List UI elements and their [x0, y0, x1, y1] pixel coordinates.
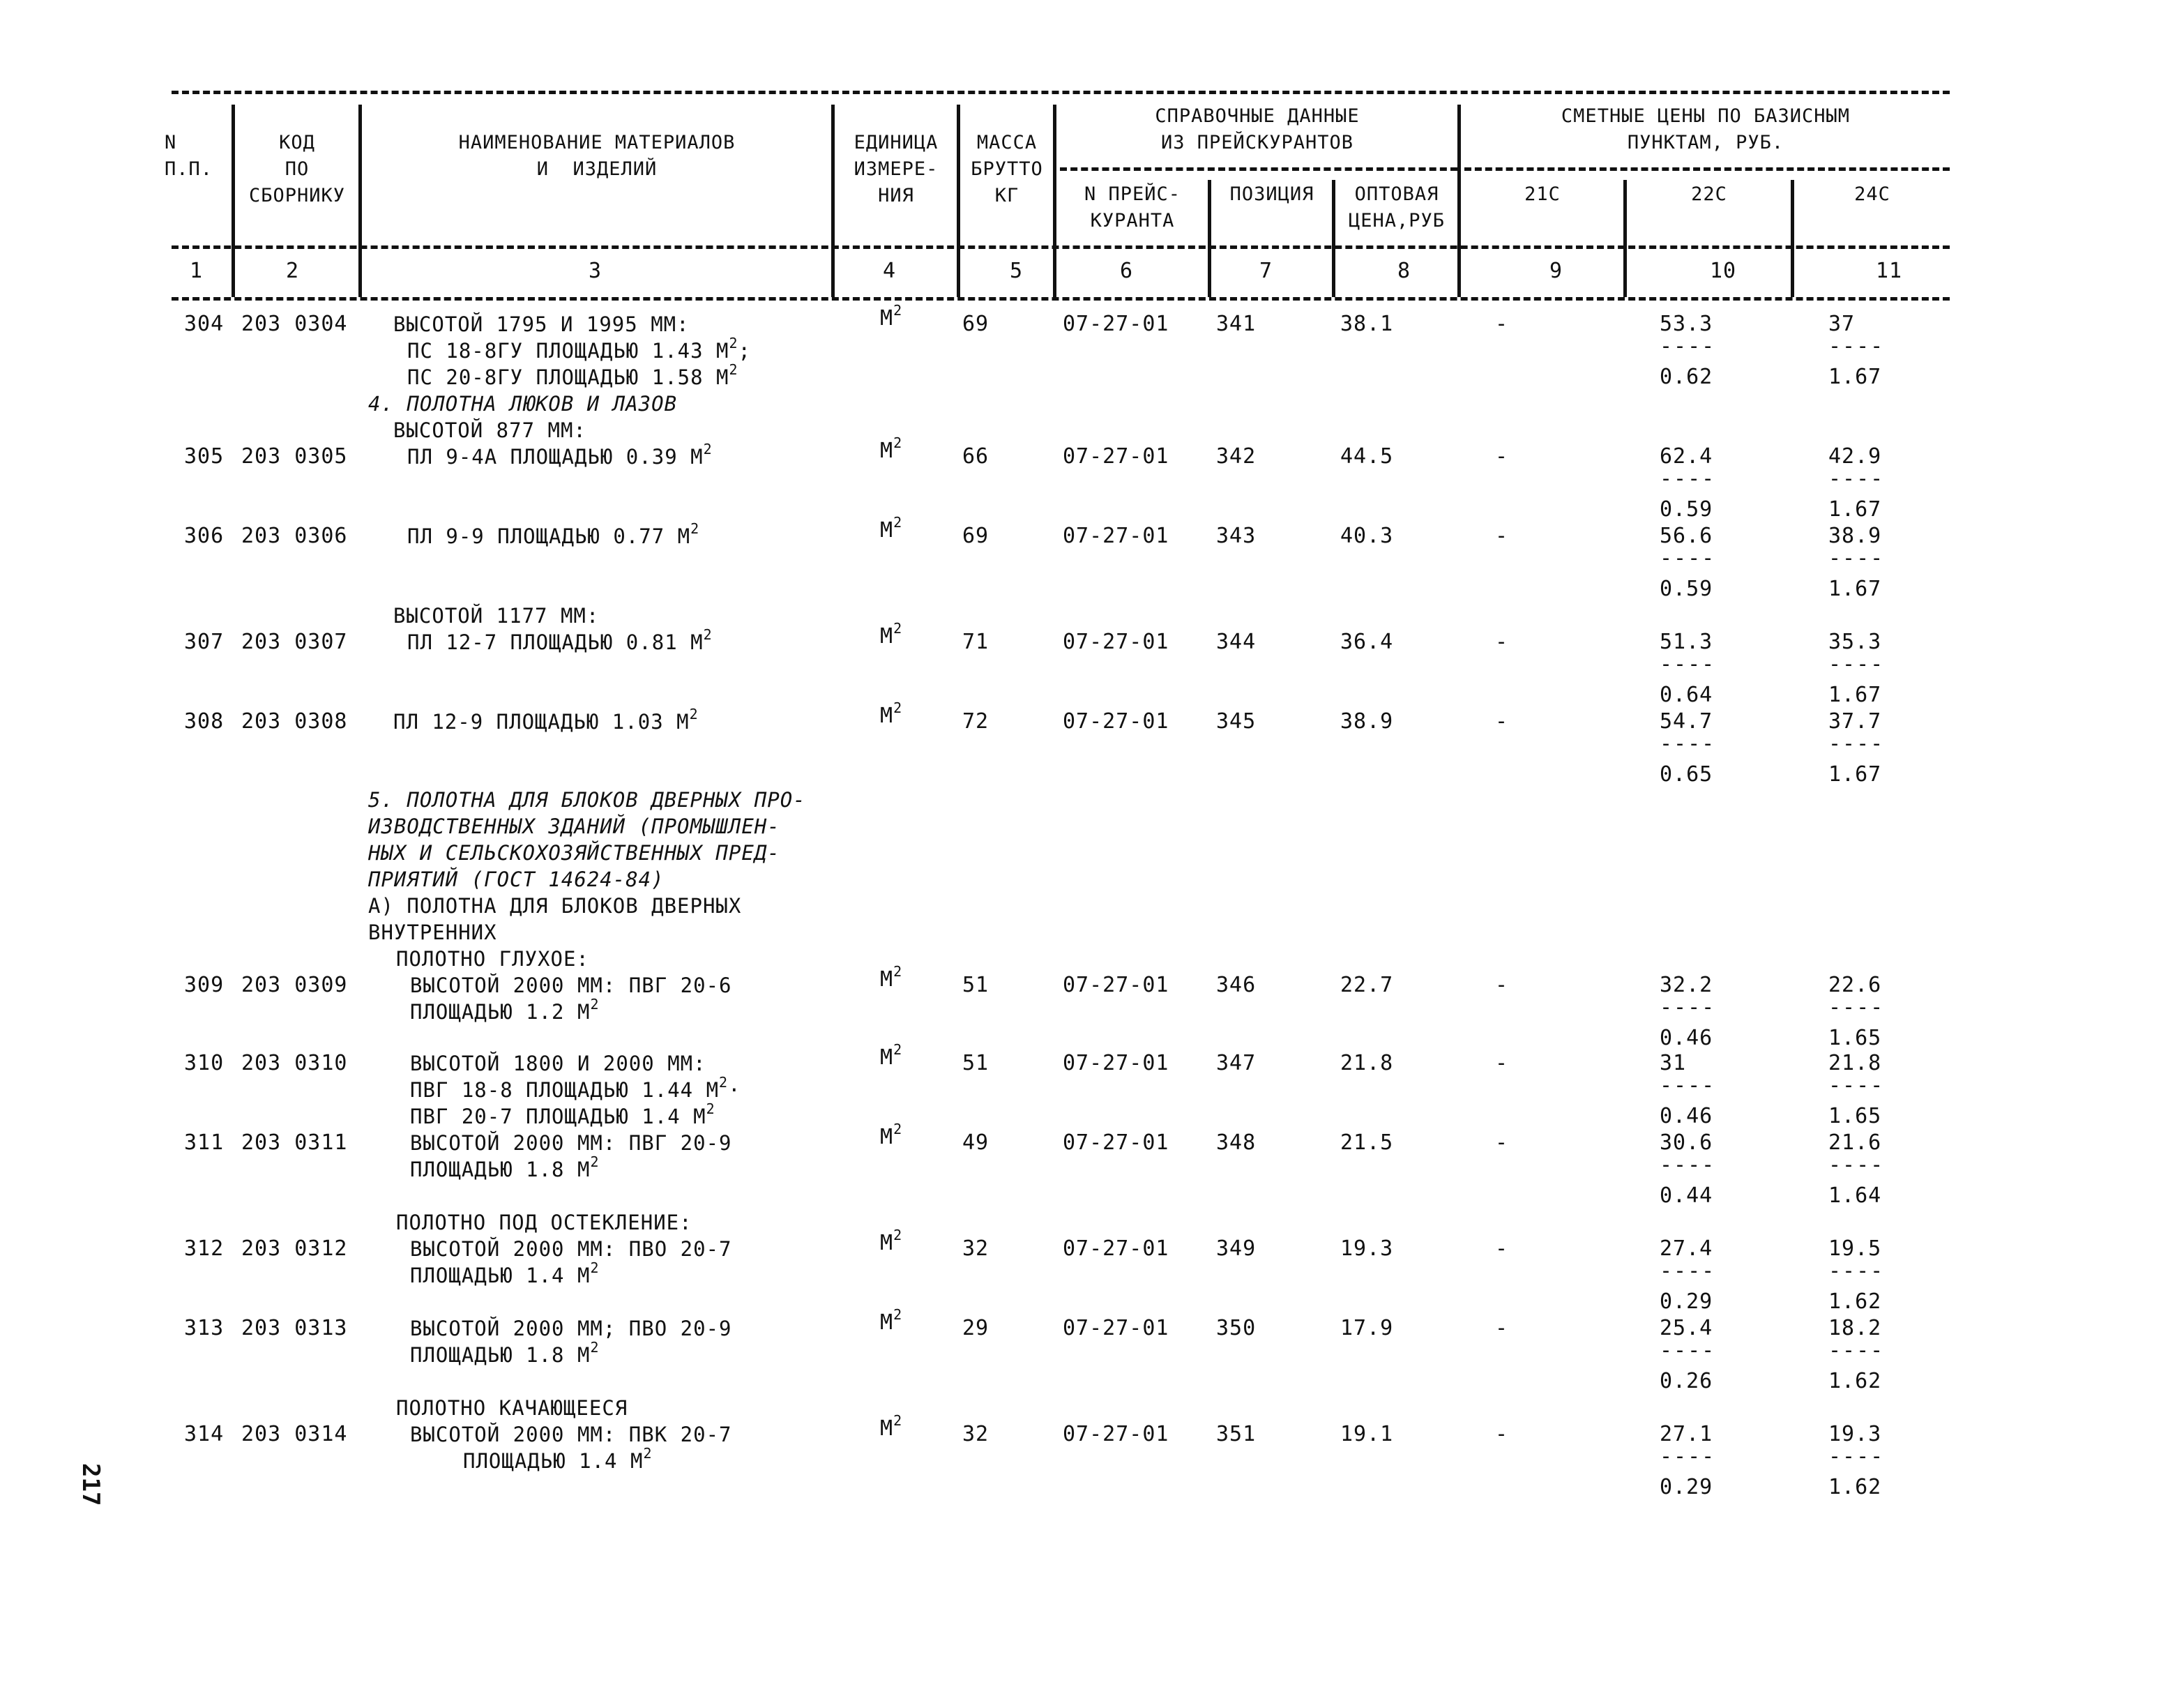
price-21c: -: [1495, 709, 1509, 734]
fraction-bar: ----: [1660, 546, 1716, 570]
row-code: 203 0304: [241, 312, 348, 336]
header-separator: [831, 105, 835, 297]
row-code: 203 0311: [241, 1130, 348, 1155]
mass-value: 51: [962, 973, 989, 997]
position-value: 347: [1216, 1051, 1257, 1075]
row-code: 203 0313: [241, 1316, 348, 1340]
fraction-bar: ----: [1660, 1259, 1716, 1283]
row-code: 203 0305: [241, 444, 348, 469]
price-22c-bottom: 0.46: [1660, 1104, 1713, 1128]
table-top-rule: [172, 91, 1950, 94]
row-code: 203 0310: [241, 1051, 348, 1075]
material-name-line: ПВГ 20-7 ПЛОЩАДЬЮ 1.4 $М^2$: [410, 1100, 715, 1128]
header-mass: МАССА БРУТТО КГ: [971, 132, 1043, 206]
price-21c: -: [1495, 444, 1509, 469]
material-name-line: ВЫСОТОЙ 2000 ММ: ПВК 20-7: [410, 1423, 732, 1446]
position-value: 343: [1216, 524, 1257, 548]
price-24c-top: 21.6: [1828, 1130, 1882, 1155]
material-name-line: ВЫСОТОЙ 1800 И 2000 ММ:: [410, 1052, 706, 1075]
mass-value: 32: [962, 1236, 989, 1261]
material-name-line: ПОЛОТНО КАЧАЮЩЕЕСЯ: [396, 1396, 628, 1420]
mass-value: 71: [962, 630, 989, 654]
column-numbers-rule: [172, 297, 1950, 301]
material-name-line: ПС 20-8ГУ ПЛОЩАДЬЮ 1.58 $М^2$: [407, 361, 738, 389]
header-separator: [232, 105, 235, 297]
position-value: 344: [1216, 630, 1257, 654]
material-name-line: ВЫСОТОЙ 2000 ММ; ПВО 20-9: [410, 1317, 732, 1340]
price-22c-top: 51.3: [1660, 630, 1713, 654]
price-22c-bottom: 0.26: [1660, 1369, 1713, 1393]
row-number: 305: [184, 444, 225, 469]
price-22c-top: 62.4: [1660, 444, 1713, 469]
material-name-line: ВЫСОТОЙ 877 ММ:: [393, 418, 586, 442]
header-separator: [358, 105, 362, 297]
pricelist-number: 07-27-01: [1063, 524, 1169, 548]
fraction-bar: ----: [1660, 467, 1716, 491]
price-24c-bottom: 1.62: [1828, 1369, 1882, 1393]
price-24c-bottom: 1.65: [1828, 1104, 1882, 1128]
price-22c-bottom: 0.64: [1660, 683, 1713, 707]
price-21c: -: [1495, 1051, 1509, 1075]
section-heading: НЫХ И СЕЛЬСКОХОЗЯЙСТВЕННЫХ ПРЕД-: [368, 841, 780, 865]
material-name-line: ВЫСОТОЙ 2000 ММ: ПВО 20-7: [410, 1237, 732, 1261]
position-value: 350: [1216, 1316, 1257, 1340]
wholesale-price: 19.1: [1340, 1422, 1394, 1446]
price-24c-top: 19.3: [1828, 1422, 1882, 1446]
fraction-bar: ----: [1828, 1444, 1885, 1469]
fraction-bar: ----: [1828, 1338, 1885, 1363]
row-number: 311: [184, 1130, 225, 1155]
unit-value: $М^2$: [880, 434, 903, 463]
wholesale-price: 44.5: [1340, 444, 1394, 469]
wholesale-price: 36.4: [1340, 630, 1394, 654]
material-name-line: ПОЛОТНО ПОД ОСТЕКЛЕНИЕ:: [396, 1211, 692, 1234]
column-number: 8: [1397, 259, 1411, 283]
price-22c-top: 56.6: [1660, 524, 1713, 548]
price-22c-top: 53.3: [1660, 312, 1713, 336]
price-24c-bottom: 1.65: [1828, 1026, 1882, 1050]
header-reference-data: СПРАВОЧНЫЕ ДАННЫЕ ИЗ ПРЕЙСКУРАНТОВ: [1155, 105, 1360, 153]
header-separator: [1457, 105, 1461, 297]
row-number: 310: [184, 1051, 225, 1075]
section-heading: 5. ПОЛОТНА ДЛЯ БЛОКОВ ДВЕРНЫХ ПРО-: [368, 788, 806, 812]
price-24c-bottom: 1.62: [1828, 1289, 1882, 1314]
price-24c-top: 21.8: [1828, 1051, 1882, 1075]
pricelist-number: 07-27-01: [1063, 444, 1169, 469]
unit-value: $М^2$: [880, 1041, 903, 1070]
pricelist-number: 07-27-01: [1063, 630, 1169, 654]
header-bottom-rule: [172, 245, 1950, 249]
price-21c: -: [1495, 524, 1509, 548]
material-name-line: ПЛОЩАДЬЮ 1.4 $М^2$: [463, 1445, 653, 1473]
wholesale-price: 38.1: [1340, 312, 1394, 336]
price-22c-top: 27.1: [1660, 1422, 1713, 1446]
row-number: 309: [184, 973, 225, 997]
price-22c-top: 32.2: [1660, 973, 1713, 997]
pricelist-number: 07-27-01: [1063, 1236, 1169, 1261]
price-22c-bottom: 0.65: [1660, 762, 1713, 787]
wholesale-price: 22.7: [1340, 973, 1394, 997]
price-22c-top: 54.7: [1660, 709, 1713, 734]
pricelist-number: 07-27-01: [1063, 1051, 1169, 1075]
price-24c-top: 37: [1828, 312, 1856, 336]
mass-value: 69: [962, 524, 989, 548]
column-number: 5: [1010, 259, 1024, 283]
material-name-line: ПЛОЩАДЬЮ 1.8 $М^2$: [410, 1153, 600, 1181]
column-number: 4: [883, 259, 897, 283]
position-value: 345: [1216, 709, 1257, 734]
price-22c-top: 31: [1660, 1051, 1687, 1075]
fraction-bar: ----: [1828, 546, 1885, 570]
material-name-line: ПЛОЩАДЬЮ 1.4 $М^2$: [410, 1259, 600, 1287]
fraction-bar: ----: [1828, 467, 1885, 491]
unit-value: $М^2$: [880, 620, 903, 649]
header-separator: [957, 105, 960, 297]
position-value: 351: [1216, 1422, 1257, 1446]
header-separator: [1332, 180, 1335, 297]
price-24c-top: 37.7: [1828, 709, 1882, 734]
price-22c-bottom: 0.59: [1660, 577, 1713, 601]
page-number: 217: [77, 1463, 105, 1506]
material-name-line: ПЛОЩАДЬЮ 1.8 $М^2$: [410, 1339, 600, 1367]
position-value: 348: [1216, 1130, 1257, 1155]
mass-value: 49: [962, 1130, 989, 1155]
price-22c-bottom: 0.44: [1660, 1183, 1713, 1208]
material-name-line: ВЫСОТОЙ 1795 И 1995 ММ:: [393, 312, 690, 336]
unit-value: $М^2$: [880, 1412, 903, 1441]
section-heading: ПРИЯТИЙ (ГОСТ 14624-84): [368, 868, 665, 891]
row-number: 308: [184, 709, 225, 734]
section-heading: 4. ПОЛОТНА ЛЮКОВ И ЛАЗОВ: [368, 392, 678, 416]
fraction-bar: ----: [1660, 1338, 1716, 1363]
row-number: 304: [184, 312, 225, 336]
pricelist-number: 07-27-01: [1063, 973, 1169, 997]
wholesale-price: 38.9: [1340, 709, 1394, 734]
unit-value: $М^2$: [880, 699, 903, 728]
price-24c-top: 22.6: [1828, 973, 1882, 997]
pricelist-number: 07-27-01: [1063, 312, 1169, 336]
price-24c-top: 42.9: [1828, 444, 1882, 469]
wholesale-price: 19.3: [1340, 1236, 1394, 1261]
material-name-line: А) ПОЛОТНА ДЛЯ БЛОКОВ ДВЕРНЫХ: [368, 894, 742, 918]
price-24c-top: 38.9: [1828, 524, 1882, 548]
row-code: 203 0309: [241, 973, 348, 997]
price-21c: -: [1495, 1422, 1509, 1446]
price-24c-bottom: 1.67: [1828, 497, 1882, 522]
price-22c-top: 25.4: [1660, 1316, 1713, 1340]
header-wholesale-price: ОПТОВАЯ ЦЕНА,РУБ: [1348, 183, 1446, 232]
material-name-line: ПЛОЩАДЬЮ 1.2 $М^2$: [410, 996, 600, 1024]
column-number: 10: [1710, 259, 1737, 283]
fraction-bar: ----: [1660, 995, 1716, 1020]
header-price-21c: 21С: [1524, 183, 1561, 205]
fraction-bar: ----: [1828, 1073, 1885, 1098]
column-number: 2: [286, 259, 300, 283]
column-number: 3: [589, 259, 602, 283]
fraction-bar: ----: [1660, 652, 1716, 676]
fraction-bar: ----: [1660, 1444, 1716, 1469]
header-position: ПОЗИЦИЯ: [1229, 183, 1314, 205]
unit-value: $М^2$: [880, 302, 903, 331]
price-22c-bottom: 0.46: [1660, 1026, 1713, 1050]
row-number: 313: [184, 1316, 225, 1340]
header-separator: [1208, 180, 1211, 297]
price-24c-bottom: 1.67: [1828, 762, 1882, 787]
column-number: 7: [1259, 259, 1273, 283]
fraction-bar: ----: [1828, 1259, 1885, 1283]
row-code: 203 0314: [241, 1422, 348, 1446]
wholesale-price: 21.5: [1340, 1130, 1394, 1155]
material-name-line: ПВГ 18-8 ПЛОЩАДЬЮ 1.44 $М^2\cdot$: [410, 1074, 741, 1102]
price-21c: -: [1495, 1316, 1509, 1340]
unit-value: $М^2$: [880, 963, 903, 992]
price-22c-bottom: 0.59: [1660, 497, 1713, 522]
pricelist-number: 07-27-01: [1063, 709, 1169, 734]
mass-value: 69: [962, 312, 989, 336]
price-21c: -: [1495, 312, 1509, 336]
material-name-line: ПОЛОТНО ГЛУХОЕ:: [396, 947, 589, 971]
header-separator: [1791, 180, 1794, 297]
wholesale-price: 17.9: [1340, 1316, 1394, 1340]
price-21c: -: [1495, 1130, 1509, 1155]
header-unit: ЕДИНИЦА ИЗМЕРЕ- НИЯ: [854, 132, 939, 206]
price-22c-bottom: 0.29: [1660, 1475, 1713, 1499]
price-24c-bottom: 1.67: [1828, 577, 1882, 601]
header-row-number: N П.П.: [165, 132, 213, 180]
pricelist-number: 07-27-01: [1063, 1130, 1169, 1155]
position-value: 349: [1216, 1236, 1257, 1261]
mass-value: 66: [962, 444, 989, 469]
header-material-name: НАИМЕНОВАНИЕ МАТЕРИАЛОВ И ИЗДЕЛИЙ: [458, 132, 736, 180]
price-22c-top: 27.4: [1660, 1236, 1713, 1261]
mass-value: 51: [962, 1051, 989, 1075]
fraction-bar: ----: [1828, 334, 1885, 358]
unit-value: $М^2$: [880, 1121, 903, 1149]
material-name-line: ВНУТРЕННИХ: [368, 921, 497, 944]
header-pricelist-number: N ПРЕЙС- КУРАНТА: [1084, 183, 1181, 232]
material-name-line: ВЫСОТОЙ 1177 ММ:: [393, 604, 600, 628]
wholesale-price: 21.8: [1340, 1051, 1394, 1075]
material-name-line: ВЫСОТОЙ 2000 ММ: ПВГ 20-9: [410, 1131, 732, 1155]
row-number: 307: [184, 630, 225, 654]
column-number: 6: [1120, 259, 1134, 283]
price-24c-top: 18.2: [1828, 1316, 1882, 1340]
header-sub-rule-prices: [1464, 167, 1950, 171]
header-estimate-prices: СМЕТНЫЕ ЦЕНЫ ПО БАЗИСНЫМ ПУНКТАМ, РУБ.: [1561, 105, 1851, 153]
row-code: 203 0308: [241, 709, 348, 734]
unit-value: $М^2$: [880, 1306, 903, 1335]
price-21c: -: [1495, 973, 1509, 997]
fraction-bar: ----: [1660, 1153, 1716, 1177]
mass-value: 32: [962, 1422, 989, 1446]
material-name-line: ПЛ 12-9 ПЛОЩАДЬЮ 1.03 $М^2$: [393, 706, 699, 734]
price-24c-bottom: 1.67: [1828, 365, 1882, 389]
mass-value: 29: [962, 1316, 989, 1340]
fraction-bar: ----: [1660, 1073, 1716, 1098]
pricelist-number: 07-27-01: [1063, 1422, 1169, 1446]
material-name-line: ПС 18-8ГУ ПЛОЩАДЬЮ 1.43 $М^2$;: [407, 335, 752, 363]
price-24c-bottom: 1.67: [1828, 683, 1882, 707]
header-separator: [1053, 105, 1056, 297]
price-22c-bottom: 0.62: [1660, 365, 1713, 389]
material-name-line: ПЛ 9-9 ПЛОЩАДЬЮ 0.77 $М^2$: [407, 520, 700, 548]
header-separator: [1623, 180, 1627, 297]
fraction-bar: ----: [1828, 995, 1885, 1020]
row-number: 312: [184, 1236, 225, 1261]
fraction-bar: ----: [1828, 1153, 1885, 1177]
price-22c-bottom: 0.29: [1660, 1289, 1713, 1314]
header-sub-rule-ref: [1060, 167, 1457, 171]
pricelist-number: 07-27-01: [1063, 1316, 1169, 1340]
column-number: 11: [1876, 259, 1903, 283]
fraction-bar: ----: [1660, 334, 1716, 358]
price-21c: -: [1495, 630, 1509, 654]
price-21c: -: [1495, 1236, 1509, 1261]
row-number: 314: [184, 1422, 225, 1446]
fraction-bar: ----: [1828, 652, 1885, 676]
header-price-24c: 24С: [1854, 183, 1890, 205]
mass-value: 72: [962, 709, 989, 734]
row-code: 203 0312: [241, 1236, 348, 1261]
material-name-line: ВЫСОТОЙ 2000 ММ: ПВГ 20-6: [410, 974, 732, 997]
header-code: КОД ПО СБОРНИКУ: [248, 132, 346, 206]
material-name-line: ПЛ 9-4А ПЛОЩАДЬЮ 0.39 $М^2$: [407, 441, 713, 469]
price-22c-top: 30.6: [1660, 1130, 1713, 1155]
unit-value: $М^2$: [880, 1227, 903, 1255]
fraction-bar: ----: [1660, 732, 1716, 756]
row-code: 203 0306: [241, 524, 348, 548]
position-value: 342: [1216, 444, 1257, 469]
price-24c-top: 35.3: [1828, 630, 1882, 654]
header-price-22c: 22С: [1691, 183, 1727, 205]
price-24c-bottom: 1.64: [1828, 1183, 1882, 1208]
row-code: 203 0307: [241, 630, 348, 654]
price-24c-bottom: 1.62: [1828, 1475, 1882, 1499]
unit-value: $М^2$: [880, 514, 903, 543]
wholesale-price: 40.3: [1340, 524, 1394, 548]
position-value: 341: [1216, 312, 1257, 336]
material-name-line: ПЛ 12-7 ПЛОЩАДЬЮ 0.81 $М^2$: [407, 626, 713, 654]
column-number: 9: [1549, 259, 1563, 283]
row-number: 306: [184, 524, 225, 548]
position-value: 346: [1216, 973, 1257, 997]
price-24c-top: 19.5: [1828, 1236, 1882, 1261]
section-heading: ИЗВОДСТВЕННЫХ ЗДАНИЙ (ПРОМЫШЛЕН-: [368, 815, 780, 838]
fraction-bar: ----: [1828, 732, 1885, 756]
column-number: 1: [190, 259, 204, 283]
